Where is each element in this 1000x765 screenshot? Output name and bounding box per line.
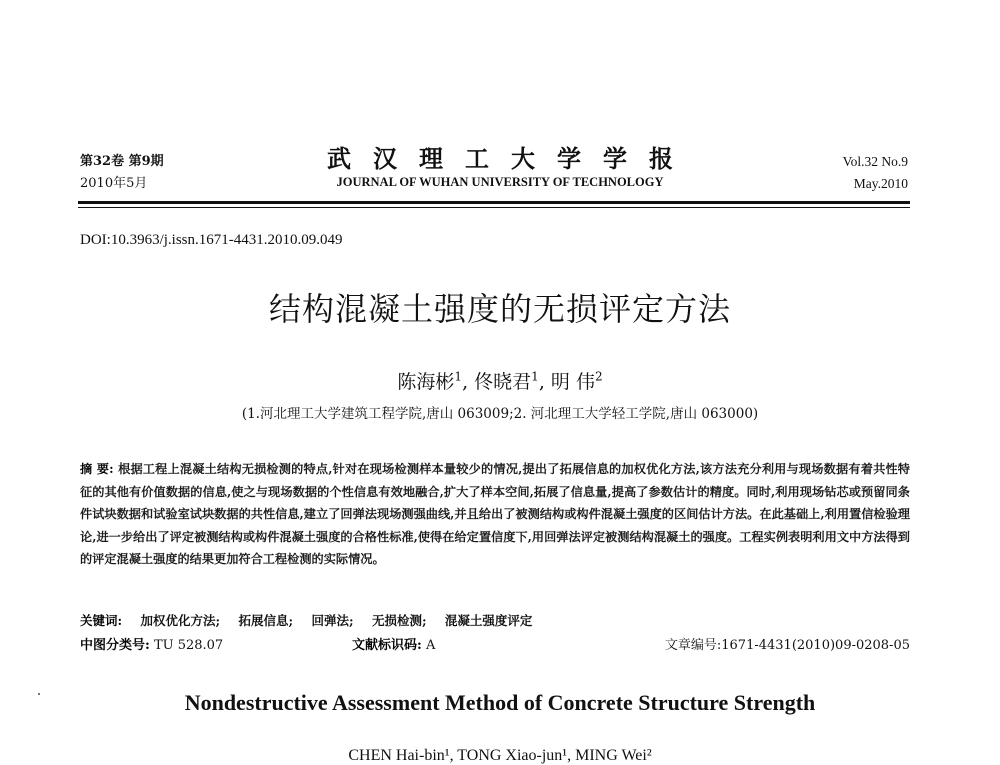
journal-title-en: JOURNAL OF WUHAN UNIVERSITY OF TECHNOLOGY xyxy=(336,175,664,189)
abstract xyxy=(80,458,910,571)
keywords xyxy=(80,611,546,629)
journal-volume-block xyxy=(843,151,908,195)
paper-title-cn: 结构混凝土强度的无损评定方法 xyxy=(268,290,731,328)
header-rule-thin xyxy=(78,207,910,208)
keyword: 无损检测; xyxy=(371,613,427,628)
volume-issue-cn: 第32卷 第9期 xyxy=(80,154,164,169)
author-separator: , xyxy=(462,371,469,393)
author-name: 陈海彬 xyxy=(397,371,455,393)
journal-issue-block xyxy=(80,151,164,195)
author-list xyxy=(0,367,1000,394)
author-separator: , xyxy=(538,371,545,393)
clc-value: TU 528.07 xyxy=(153,638,224,653)
document-code xyxy=(352,634,435,653)
author-affil-mark: 1 xyxy=(454,369,463,384)
author-list-en: CHEN Hai-bin¹, TONG Xiao-jun¹, MING Wei² xyxy=(348,747,652,764)
clc-code xyxy=(80,634,223,653)
volume-issue-en: Vol.32 No.9 xyxy=(842,154,908,169)
keyword: 加权优化方法; xyxy=(140,613,221,628)
clc-label: 中图分类号: xyxy=(80,638,150,653)
doi: DOI:10.3963/j.issn.1671-4431.2010.09.049 xyxy=(80,232,343,248)
paper-title-en: Nondestructive Assessment Method of Concrete Structure Strength xyxy=(184,690,816,715)
author-name: 明 伟 xyxy=(550,371,595,393)
journal-title-block xyxy=(290,144,710,190)
document-code-label: 文献标识码: xyxy=(352,638,422,653)
document-code-value: A xyxy=(425,638,436,653)
journal-title-cn: 武汉理工大学学报 xyxy=(327,144,695,173)
keyword: 回弹法; xyxy=(311,613,354,628)
date-en: May.2010 xyxy=(853,176,908,191)
author-affil-mark: 2 xyxy=(594,369,603,384)
affiliations: (1.河北理工大学建筑工程学院,唐山 063009;2. 河北理工大学轻工学院,唐山 063000) xyxy=(241,406,759,422)
abstract-label: 摘 要: xyxy=(80,462,114,476)
header-rule-thick xyxy=(78,201,910,204)
author-name: 佟晓君 xyxy=(474,371,532,393)
article-number: 文章编号:1671-4431(2010)09-0208-05 xyxy=(664,638,910,653)
keyword: 混凝土强度评定 xyxy=(444,613,533,628)
date-cn: 2010年5月 xyxy=(80,176,148,191)
keyword: 拓展信息; xyxy=(238,613,294,628)
keywords-label: 关键词: xyxy=(80,613,123,628)
author-affil-mark: 1 xyxy=(531,369,539,384)
abstract-text: 根据工程上混凝土结构无损检测的特点,针对在现场检测样本量较少的情况,提出了拓展信息的加权优化方法,该方法充分利用与现场数据有着共性特征的其他有价值数据的信息,使之与现场数据的个性信息有效地融合,扩大了样本空间,拓展了信息量,提高了参数估计的精度。同时,利用现场钻芯或预留同条件试块数据和试验室试块数据的共性信息,建立了回弹法现场测强曲线,并且给出了被测结构或构件混凝土强度的区间估计方法。在此基础上,利用置信检验理论,进一步给出了评定被测结构或构件混凝土强度的合格性标准,使得在给定置信度下,用回弹法评定被测结构混凝土的强度。工程实例表明利用文中方法得到的评定混凝土强度的结果更加符合工程检测的实际情况。 xyxy=(80,462,910,566)
